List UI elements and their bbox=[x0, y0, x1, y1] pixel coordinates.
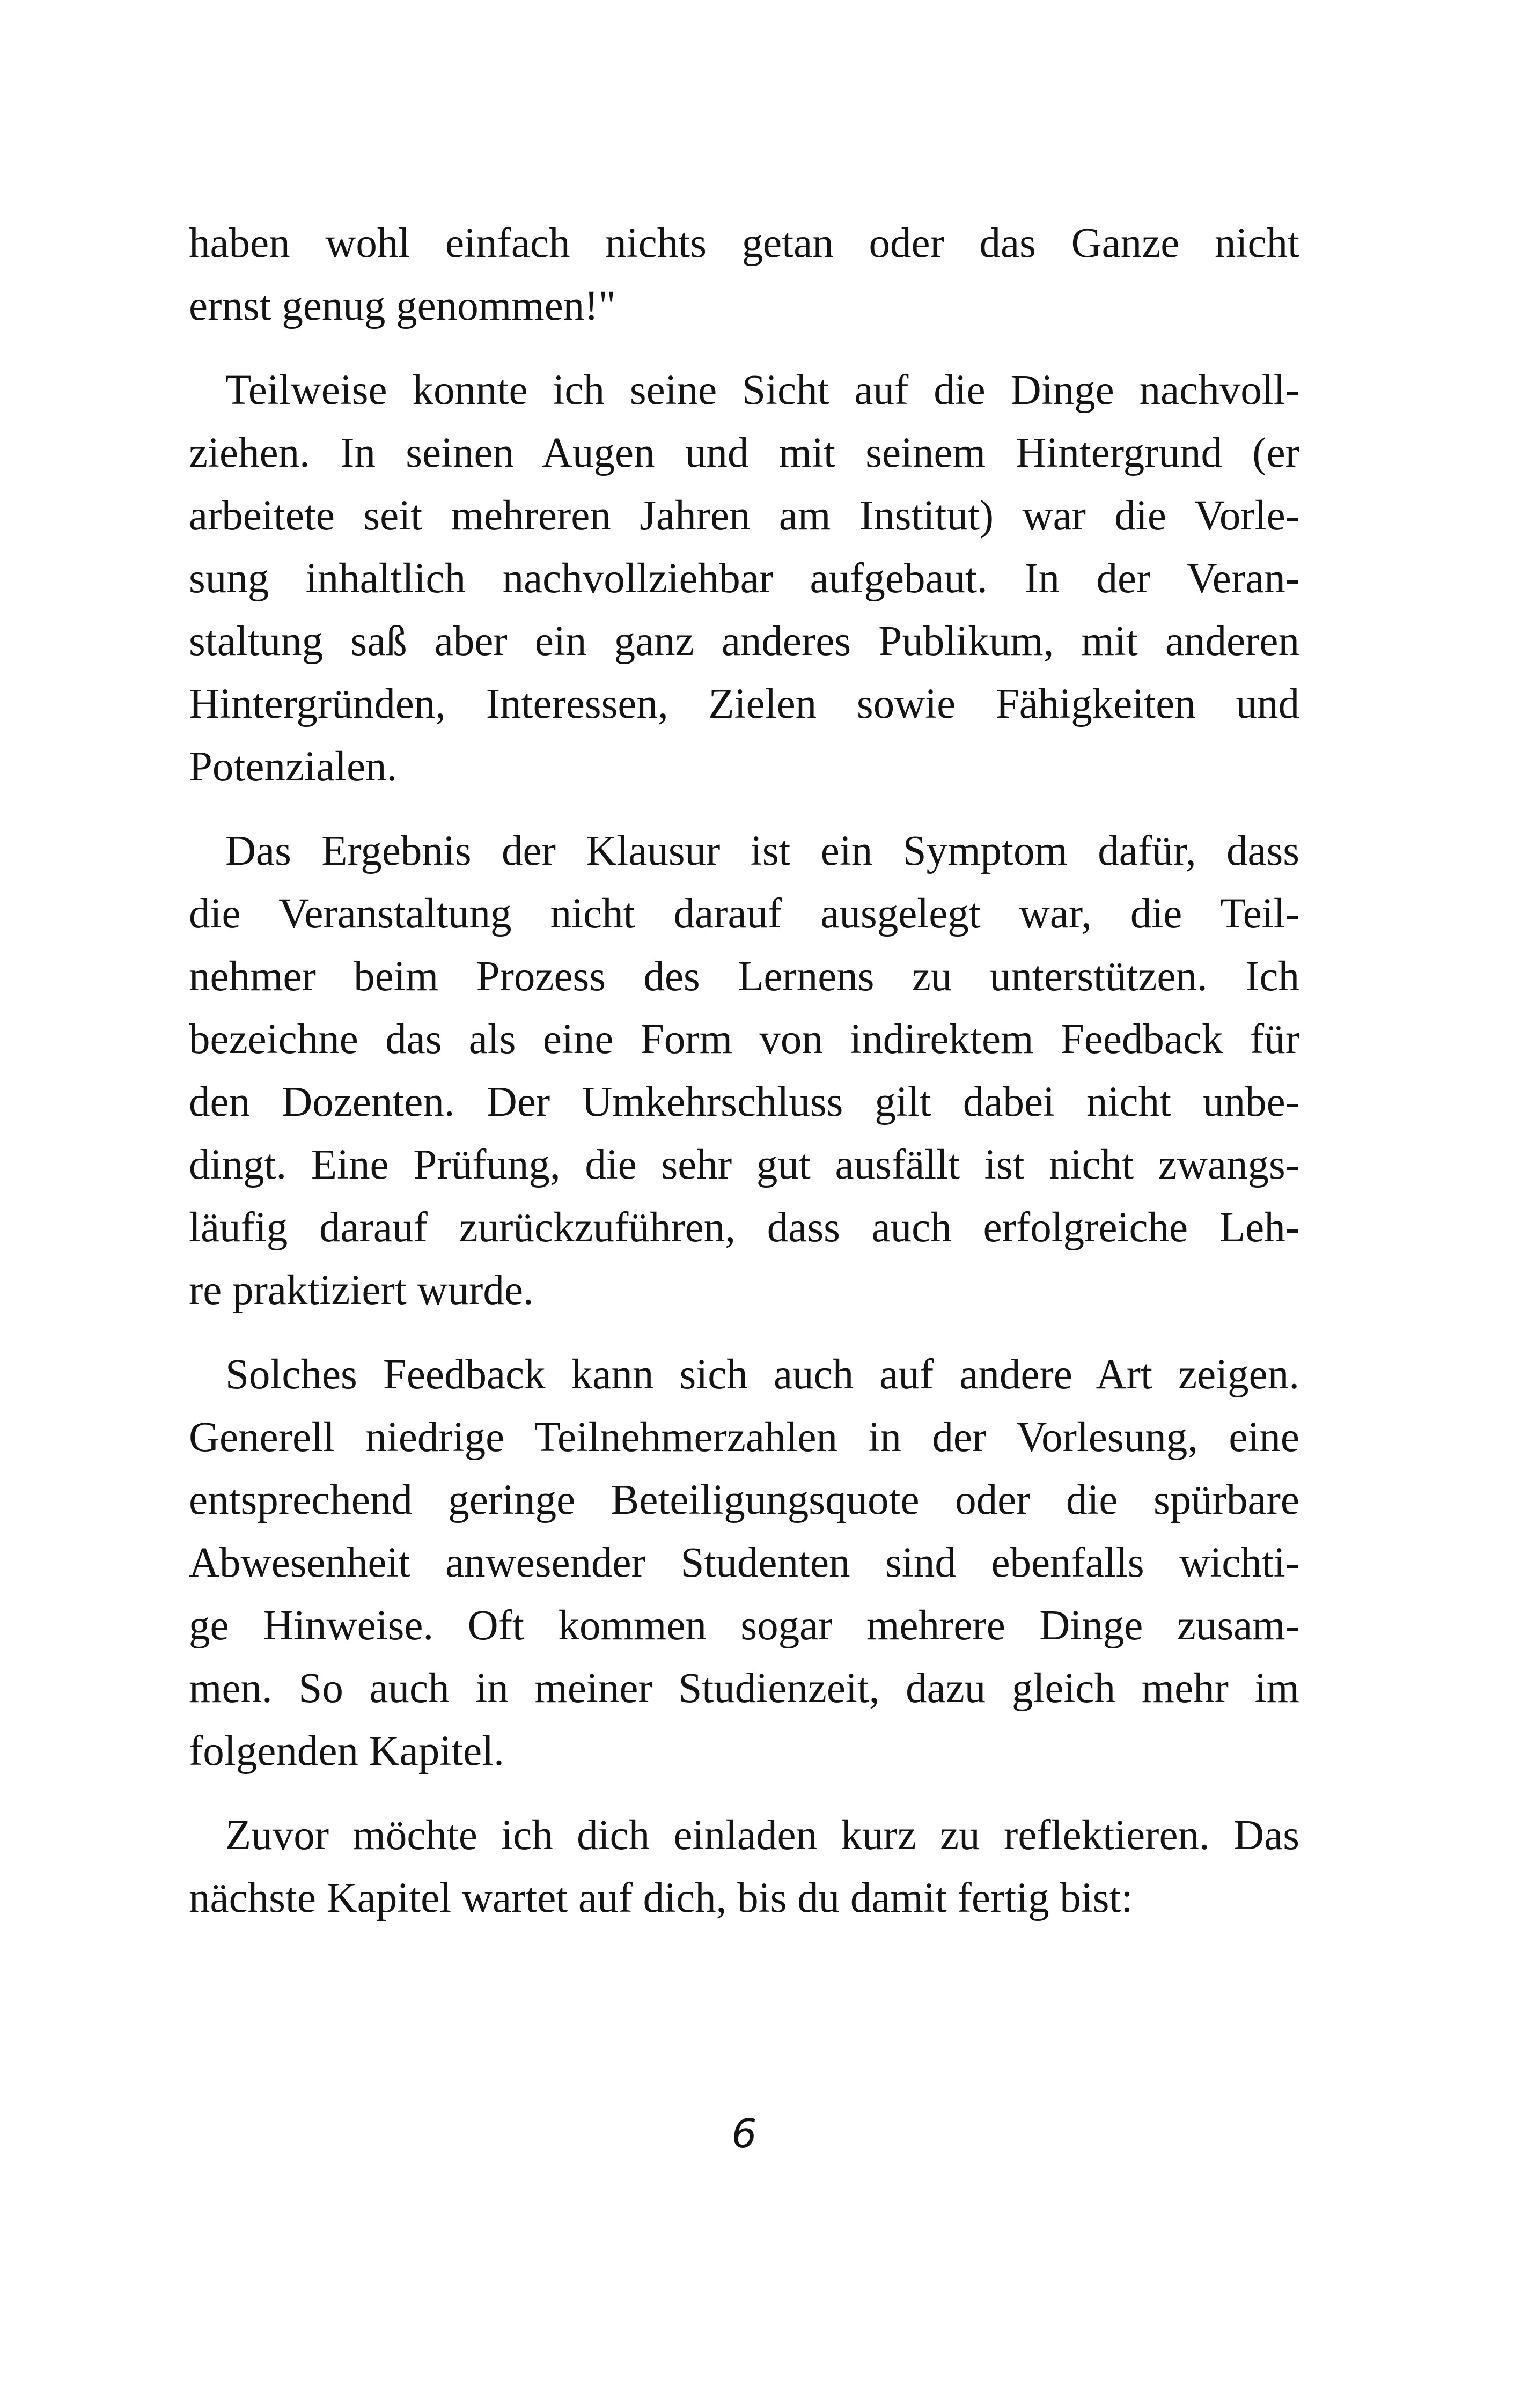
text-line: ziehen. In seinen Augen und mit seinem Hintergrund (er bbox=[189, 430, 1299, 476]
text-line: sung inhaltlich nachvollziehbar aufgebaut. In der Veran- bbox=[189, 555, 1299, 602]
text-line: Solches Feedback kann sich auch auf andere Art zeigen. bbox=[225, 1351, 1299, 1398]
text-line: nehmer beim Prozess des Lernens zu unterstützen. Ich bbox=[189, 953, 1299, 1000]
text-line: nächste Kapitel wartet auf dich, bis du damit fertig bist: bbox=[189, 1875, 1133, 1921]
text-line: Potenzialen. bbox=[189, 743, 398, 790]
text-line: entsprechend geringe Beteiligungsquote oder die spürbare bbox=[189, 1477, 1299, 1523]
text-line: bezeichne das als eine Form von indirektem Feedback für bbox=[189, 1016, 1299, 1063]
text-line: Hintergründen, Interessen, Zielen sowie Fähigkeiten und bbox=[189, 681, 1299, 727]
paragraph-4 bbox=[189, 1343, 1299, 1783]
text-line: ge Hinweise. Oft kommen sogar mehrere Dinge zusam- bbox=[189, 1602, 1299, 1649]
text-line: Teilweise konnte ich seine Sicht auf die Dinge nachvoll- bbox=[225, 367, 1299, 414]
text-line: haben wohl einfach nichts getan oder das Ganze nicht bbox=[189, 220, 1299, 267]
paragraph-3 bbox=[189, 820, 1299, 1322]
paragraph-2 bbox=[189, 359, 1299, 798]
text-line: arbeitete seit mehreren Jahren am Institut) war die Vorle- bbox=[189, 492, 1299, 539]
text-line: staltung saß aber ein ganz anderes Publikum, mit anderen bbox=[189, 618, 1299, 665]
paragraph-1 bbox=[189, 212, 1299, 337]
page-number: 6 bbox=[731, 2111, 757, 2157]
text-line: dingt. Eine Prüfung, die sehr gut ausfällt ist nicht zwangs- bbox=[189, 1142, 1299, 1188]
text-line: re praktiziert wurde. bbox=[189, 1267, 534, 1314]
text-line: Das Ergebnis der Klausur ist ein Symptom dafür, dass bbox=[225, 828, 1299, 874]
text-line: folgenden Kapitel. bbox=[189, 1728, 504, 1774]
text-line: ernst genug genommen!" bbox=[189, 283, 616, 329]
text-line: die Veranstaltung nicht darauf ausgelegt war, die Teil- bbox=[189, 890, 1299, 937]
paragraph-5 bbox=[189, 1804, 1299, 1930]
text-line: Abwesenheit anwesender Studenten sind ebenfalls wichti- bbox=[189, 1540, 1299, 1586]
text-line: men. So auch in meiner Studienzeit, dazu gleich mehr im bbox=[189, 1665, 1299, 1712]
text-line: läufig darauf zurückzuführen, dass auch erfolgreiche Leh- bbox=[189, 1204, 1299, 1251]
body-text bbox=[189, 212, 1299, 1951]
text-line: Generell niedrige Teilnehmerzahlen in der Vorlesung, eine bbox=[189, 1414, 1299, 1461]
text-line: den Dozenten. Der Umkehrschluss gilt dabei nicht unbe- bbox=[189, 1079, 1299, 1125]
text-line: Zuvor möchte ich dich einladen kurz zu reflektieren. Das bbox=[225, 1812, 1299, 1859]
